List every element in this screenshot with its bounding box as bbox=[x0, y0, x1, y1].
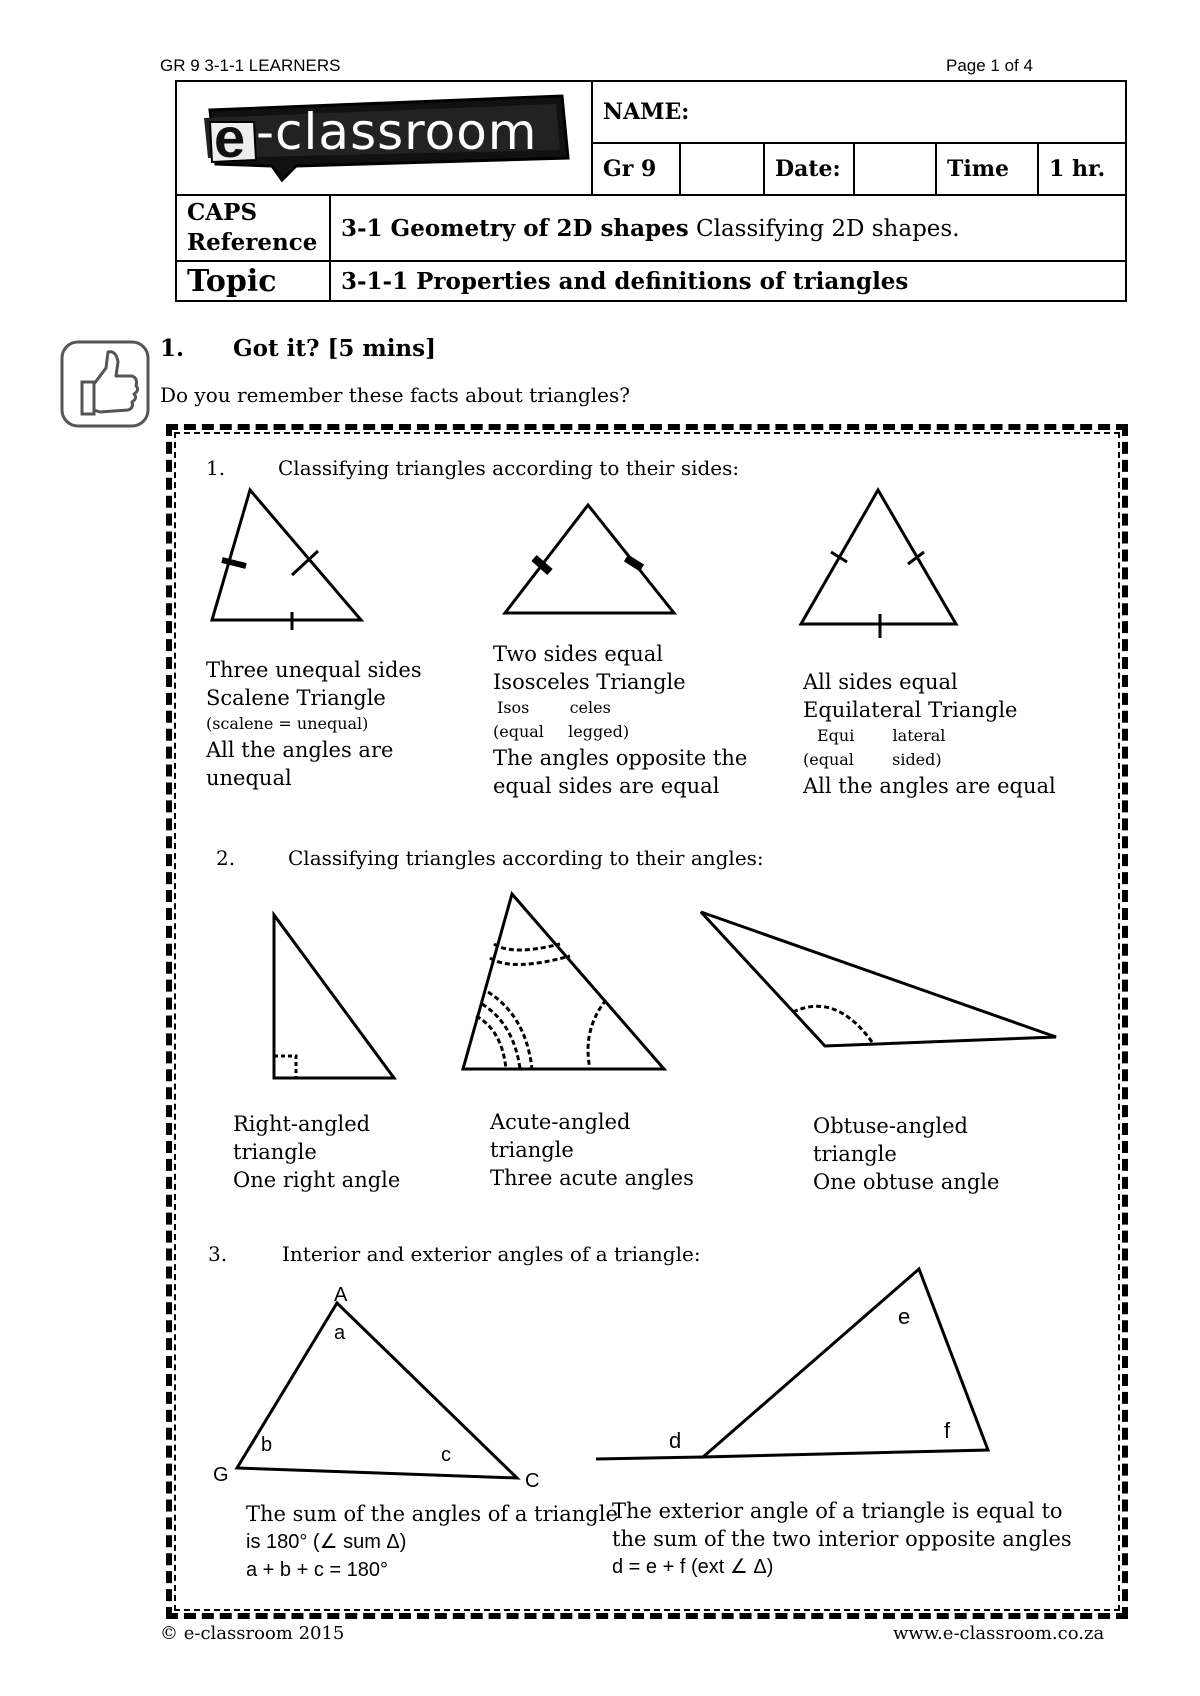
exterior-line1: The exterior angle of a triangle is equal to bbox=[612, 1499, 1063, 1523]
e-classroom-logo bbox=[196, 92, 574, 184]
exterior-line2: the sum of the two interior opposite angles bbox=[612, 1527, 1072, 1551]
caps-value-bold: 3-1 Geometry of 2D shapes bbox=[341, 214, 689, 242]
angle-label-a: a bbox=[334, 1322, 346, 1344]
isosceles-word2: celes bbox=[569, 698, 611, 717]
name-label: NAME: bbox=[603, 99, 690, 125]
right-line1: Right-angled bbox=[233, 1112, 371, 1136]
page-number: Page 1 of 4 bbox=[946, 56, 1033, 75]
angle-label-e: e bbox=[898, 1304, 911, 1329]
interior-heading: Interior and exterior angles of a triangle: bbox=[282, 1242, 701, 1266]
equilateral-line5: All the angles are equal bbox=[803, 774, 1056, 798]
sides-heading: Classifying triangles according to their sides: bbox=[278, 456, 740, 480]
isosceles-line5: The angles opposite the bbox=[493, 746, 748, 770]
isosceles-line6: equal sides are equal bbox=[493, 774, 720, 798]
equilateral-line1: All sides equal bbox=[803, 670, 958, 694]
caps-value-cell bbox=[330, 195, 1126, 261]
scalene-line5: unequal bbox=[206, 766, 292, 790]
obtuse-line3: One obtuse angle bbox=[813, 1170, 1000, 1194]
logo-text: -classroom bbox=[256, 103, 538, 161]
acute-line1: Acute-angled bbox=[490, 1110, 631, 1134]
exterior-angle-caption bbox=[612, 1497, 1072, 1581]
acute-angled-caption bbox=[490, 1108, 694, 1192]
angle-label-c: c bbox=[441, 1444, 451, 1466]
isosceles-meaning1: (equal bbox=[493, 722, 544, 741]
topic-value-cell: 3-1-1 Properties and definitions of triangles bbox=[330, 261, 1126, 301]
isosceles-meaning2: legged) bbox=[568, 722, 630, 741]
right-line3: One right angle bbox=[233, 1168, 401, 1192]
scalene-line1: Three unequal sides bbox=[206, 658, 422, 682]
scalene-line4: All the angles are bbox=[206, 738, 394, 762]
equilateral-meaning1: (equal bbox=[803, 750, 854, 769]
footer-copyright: © e-classroom 2015 bbox=[160, 1623, 345, 1644]
isosceles-line2: Isosceles Triangle bbox=[493, 670, 686, 694]
angles-heading: Classifying triangles according to their angles: bbox=[288, 846, 764, 870]
name-cell[interactable] bbox=[592, 81, 1126, 143]
scalene-line3: (scalene = unequal) bbox=[206, 714, 369, 733]
sides-number: 1. bbox=[206, 456, 226, 480]
facts-box-inner bbox=[174, 432, 1120, 1611]
isosceles-line1: Two sides equal bbox=[493, 642, 663, 666]
time-label-cell: Time bbox=[936, 143, 1038, 195]
angles-number: 2. bbox=[216, 846, 236, 870]
sum-line2: is 180° (∠ sum Δ) bbox=[246, 1531, 407, 1553]
thumbs-up-icon bbox=[60, 340, 150, 428]
scalene-caption bbox=[206, 656, 422, 792]
sum-line3: a + b + c = 180° bbox=[246, 1559, 388, 1581]
caps-label-2: Reference bbox=[187, 229, 318, 256]
section-number: 1. bbox=[160, 335, 185, 362]
caps-label-1: CAPS bbox=[187, 199, 258, 226]
exterior-line3: d = e + f (ext ∠ Δ) bbox=[612, 1556, 774, 1578]
time-value-cell: 1 hr. bbox=[1038, 143, 1126, 195]
equilateral-caption bbox=[803, 668, 1056, 800]
logo-e: e bbox=[214, 106, 246, 169]
scalene-line2: Scalene Triangle bbox=[206, 686, 386, 710]
topic-label-cell: Topic bbox=[176, 261, 330, 301]
right-angled-caption bbox=[233, 1110, 400, 1194]
vertex-label-A: A bbox=[334, 1284, 348, 1306]
section-intro: Do you remember these facts about triangles? bbox=[160, 383, 630, 407]
equilateral-line2: Equilateral Triangle bbox=[803, 698, 1018, 722]
obtuse-line2: triangle bbox=[813, 1142, 897, 1166]
obtuse-line1: Obtuse-angled bbox=[813, 1114, 968, 1138]
right-line2: triangle bbox=[233, 1140, 317, 1164]
obtuse-angled-caption bbox=[813, 1112, 999, 1196]
footer-website[interactable]: www.e-classroom.co.za bbox=[893, 1623, 1105, 1644]
acute-line3: Three acute angles bbox=[490, 1166, 694, 1190]
angle-label-b: b bbox=[261, 1434, 273, 1456]
caps-label-cell bbox=[176, 195, 330, 261]
vertex-label-G: G bbox=[213, 1464, 229, 1486]
sum-line1: The sum of the angles of a triangle bbox=[246, 1502, 618, 1526]
equilateral-word2: lateral bbox=[892, 726, 946, 745]
angle-label-d: d bbox=[669, 1428, 682, 1453]
date-label-cell: Date: bbox=[764, 143, 854, 195]
angle-sum-caption bbox=[246, 1500, 618, 1584]
vertex-label-C: C bbox=[525, 1470, 540, 1492]
isosceles-caption bbox=[493, 640, 747, 800]
acute-line2: triangle bbox=[490, 1138, 574, 1162]
caps-value-rest: Classifying 2D shapes. bbox=[688, 215, 960, 242]
isosceles-word1: Isos bbox=[497, 698, 530, 717]
header-left: GR 9 3-1-1 LEARNERS bbox=[160, 56, 341, 75]
grade-blank-cell[interactable] bbox=[680, 143, 764, 195]
angle-label-f: f bbox=[944, 1418, 951, 1443]
section-title: Got it? [5 mins] bbox=[233, 335, 436, 362]
equilateral-word1: Equi bbox=[817, 726, 855, 745]
date-field[interactable] bbox=[854, 143, 936, 195]
interior-number: 3. bbox=[208, 1242, 228, 1266]
grade-cell: Gr 9 bbox=[592, 143, 680, 195]
equilateral-meaning2: sided) bbox=[892, 750, 942, 769]
